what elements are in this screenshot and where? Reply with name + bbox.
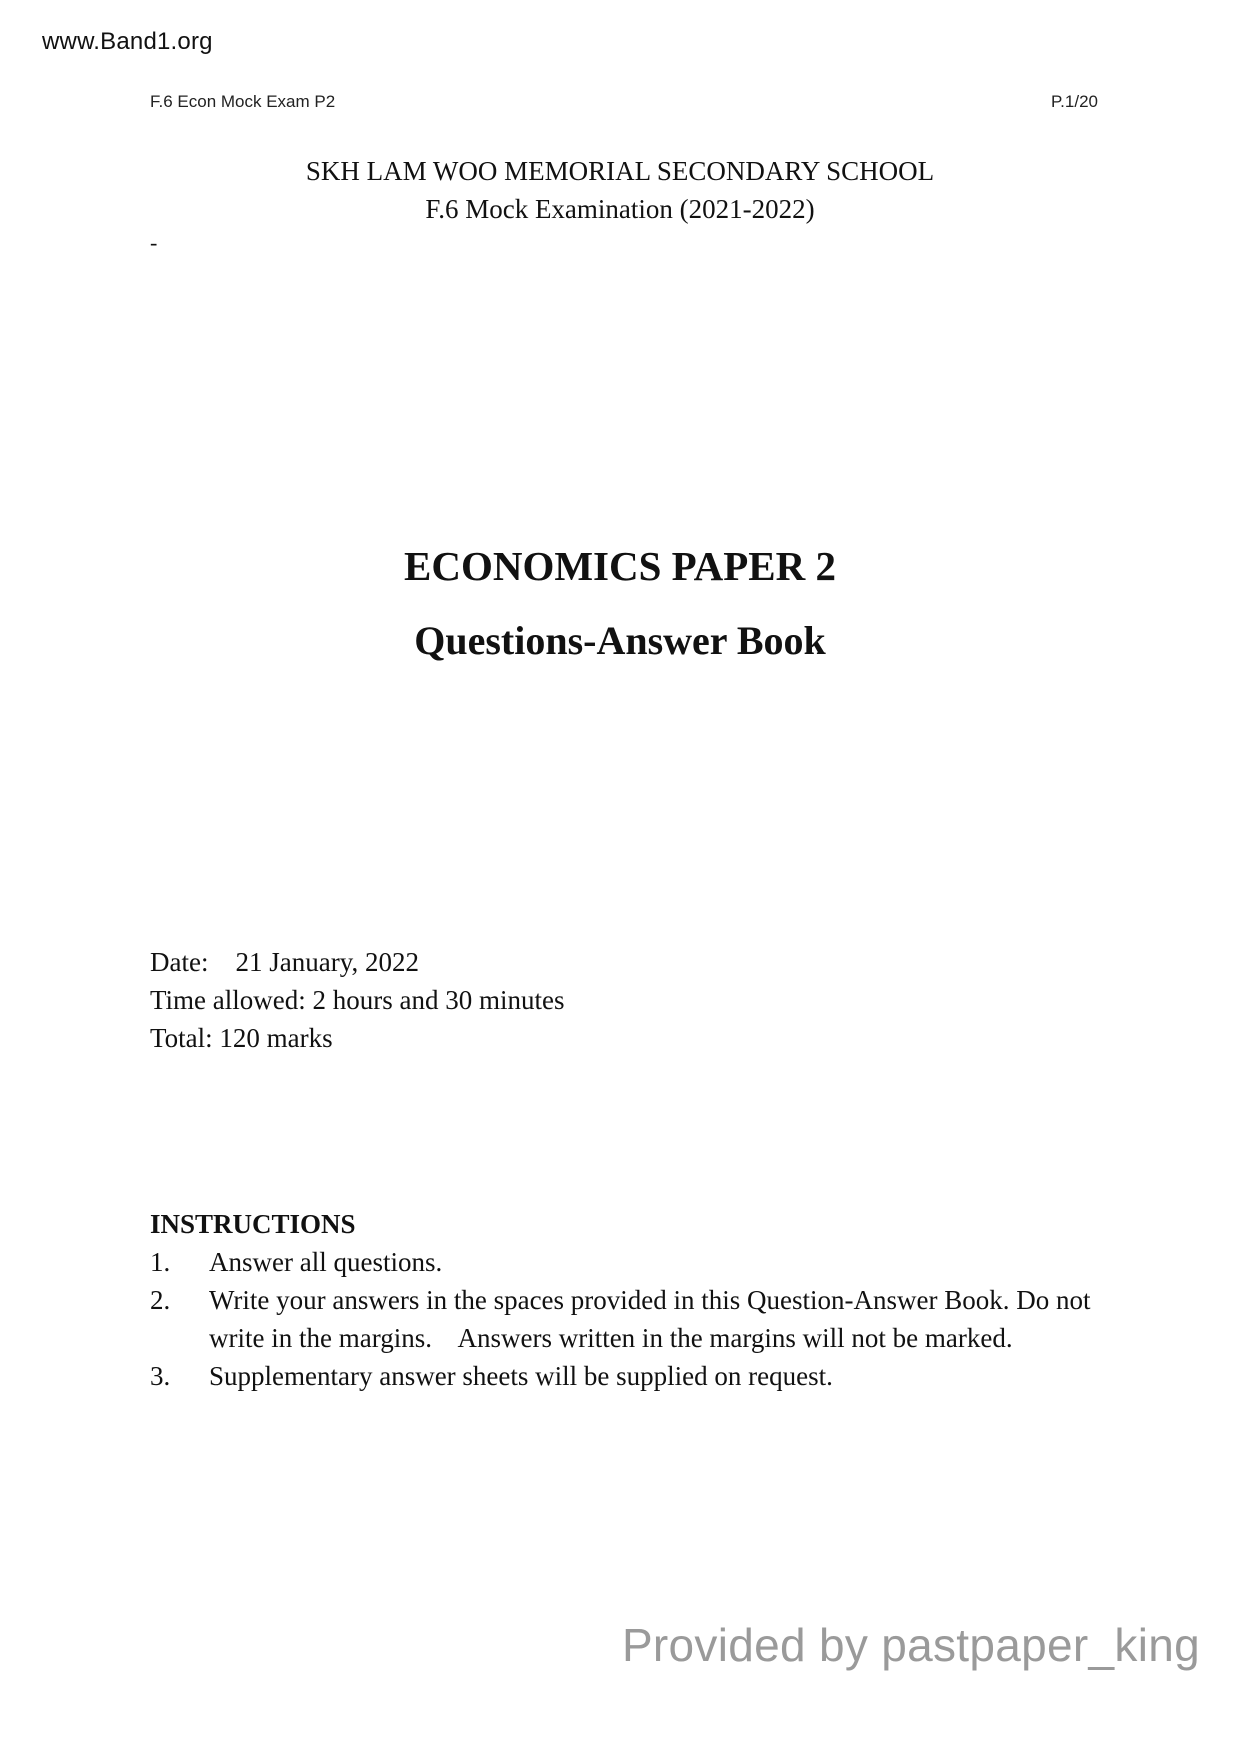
paper-title: ECONOMICS PAPER 2: [403, 543, 837, 589]
running-header-title: F.6 Econ Mock Exam P2: [150, 92, 336, 111]
instruction-text: Write your answers in the spaces provided in this Question-Answer Book. Do not write in the margins. Answers written in the margins will not be marked.: [209, 1285, 1098, 1353]
exam-date-row: [150, 943, 564, 981]
running-header: [150, 92, 1098, 112]
time-allowed: Time allowed: 2 hours and 30 minutes: [150, 985, 565, 1015]
instruction-item: [150, 1243, 1110, 1281]
book-title: Questions-Answer Book: [414, 618, 826, 663]
instructions-heading: INSTRUCTIONS: [150, 1209, 356, 1239]
site-url: www.Band1.org: [42, 28, 213, 55]
instruction-number: 1.: [150, 1247, 171, 1277]
page-number: P.1/20: [1051, 92, 1098, 111]
date-value: 21 January, 2022: [235, 947, 419, 977]
instruction-number: 3.: [150, 1361, 171, 1391]
instructions-list: [150, 1243, 1110, 1395]
school-name: SKH LAM WOO MEMORIAL SECONDARY SCHOOL: [305, 156, 935, 186]
instructions: [150, 1205, 1110, 1395]
exam-info: [150, 943, 564, 1057]
watermark: Provided by pastpaper_king: [621, 1619, 1200, 1671]
instruction-item: [150, 1281, 1110, 1357]
exam-name: F.6 Mock Examination (2021-2022): [425, 194, 815, 224]
total-marks: Total: 120 marks: [150, 1023, 333, 1053]
instruction-text: Answer all questions.: [209, 1247, 443, 1277]
instruction-item: [150, 1357, 1110, 1395]
instruction-text: Supplementary answer sheets will be supplied on request.: [209, 1361, 833, 1391]
instruction-number: 2.: [150, 1285, 171, 1315]
date-label: Date:: [150, 947, 209, 977]
school-header: [0, 152, 1240, 228]
stray-dash: -: [150, 230, 158, 255]
